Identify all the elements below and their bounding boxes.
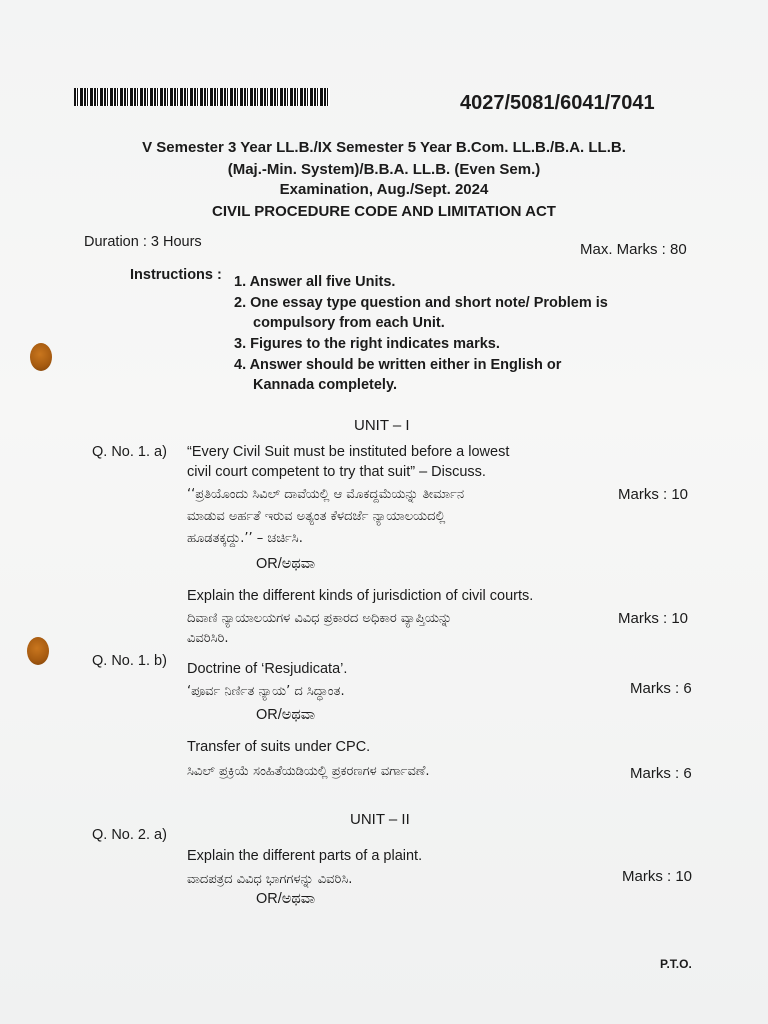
marks: Marks : 10: [618, 486, 689, 503]
punch-hole-top: [30, 343, 52, 371]
instruction-item: Kannada completely.: [253, 377, 397, 393]
page-turn-note: P.T.O.: [660, 957, 692, 971]
instruction-item: 2. One essay type question and short note/ Problem is: [234, 295, 608, 311]
header-line-1: V Semester 3 Year LL.B./IX Semester 5 Year B.Com. LL.B./B.A. LL.B.: [142, 139, 626, 156]
or-separator: OR/ಅಥವಾ: [256, 707, 316, 723]
instruction-item: compulsory from each Unit.: [253, 315, 445, 331]
question-text-kannada: ವಿವರಿಸಿರಿ.: [187, 631, 229, 646]
question-text: “Every Civil Suit must be instituted before a lowest: [187, 444, 510, 460]
marks: Marks : 6: [630, 680, 692, 697]
marks: Marks : 6: [630, 765, 692, 782]
header-line-2: (Maj.-Min. System)/B.B.A. LL.B. (Even Sem.): [227, 161, 541, 178]
question-number: Q. No. 1. a): [92, 444, 167, 460]
instruction-item: 3. Figures to the right indicates marks.: [234, 336, 500, 352]
question-number: Q. No. 2. a): [92, 827, 167, 843]
instructions-label: Instructions :: [130, 267, 222, 283]
question-number: Q. No. 1. b): [92, 653, 167, 669]
header-line-3: Examination, Aug./Sept. 2024: [279, 181, 489, 198]
subject-title: CIVIL PROCEDURE CODE AND LIMITATION ACT: [212, 203, 556, 220]
question-text: Transfer of suits under CPC.: [187, 739, 371, 755]
question-text-kannada: ಸಿವಿಲ್ ಪ್ರಕ್ರಿಯೆ ಸಂಹಿತೆಯಡಿಯಲ್ಲಿ ಪ್ರಕರಣಗಳ ವರ್ಗಾವಣೆ.: [187, 764, 430, 779]
question-text: Doctrine of ‘Resjudicata’.: [187, 661, 348, 677]
or-separator: OR/ಅಥವಾ: [256, 891, 316, 907]
question-text-kannada: ‘ಪೂರ್ವ ನಿರ್ಣಿತ ನ್ಯಾಯ’ ದ ಸಿದ್ಧಾಂತ.: [187, 684, 345, 699]
marks: Marks : 10: [618, 610, 689, 627]
question-text-kannada: ವಾದಪತ್ರದ ವಿವಿಧ ಭಾಗಗಳನ್ನು ವಿವರಿಸಿ.: [187, 872, 353, 887]
instruction-item: 4. Answer should be written either in English or: [234, 357, 562, 373]
question-text-kannada: ದಿವಾಣಿ ನ್ಯಾಯಾಲಯಗಳ ವಿವಿಧ ಪ್ರಕಾರದ ಅಧಿಕಾರ ವ್ಯಾಪ್ತಿಯನ್ನು: [187, 611, 453, 626]
question-text-kannada: ‘‘ಪ್ರತಿಯೊಂದು ಸಿವಿಲ್ ದಾವೆಯಲ್ಲಿ ಆ ಮೊಕದ್ದಮೆಯನ್ನು ತೀರ್ಮಾನ: [187, 487, 465, 502]
question-text-kannada: ಹೂಡತಕ್ಕದ್ದು.’’ – ಚರ್ಚಿಸಿ.: [187, 531, 303, 546]
question-text-kannada: ಮಾಡುವ ಅರ್ಹತೆ ಇರುವ ಅತ್ಯಂತ ಕೆಳದರ್ಜೆ ನ್ಯಾಯಾಲಯದಲ್ಲಿ: [187, 509, 446, 524]
punch-hole-bottom: [27, 637, 49, 665]
max-marks: Max. Marks : 80: [580, 241, 687, 258]
unit-2-title: UNIT – II: [350, 811, 410, 828]
instruction-item: 1. Answer all five Units.: [234, 274, 396, 290]
marks: Marks : 10: [622, 868, 693, 885]
paper-code: 4027/5081/6041/7041: [460, 92, 655, 114]
unit-1-title: UNIT – I: [354, 417, 410, 434]
question-text: Explain the different kinds of jurisdiction of civil courts.: [187, 588, 534, 604]
or-separator: OR/ಅಥವಾ: [256, 556, 316, 572]
duration: Duration : 3 Hours: [84, 234, 202, 250]
question-text: civil court competent to try that suit” – Discuss.: [187, 464, 486, 480]
barcode: [74, 88, 330, 106]
question-text: Explain the different parts of a plaint.: [187, 848, 423, 864]
